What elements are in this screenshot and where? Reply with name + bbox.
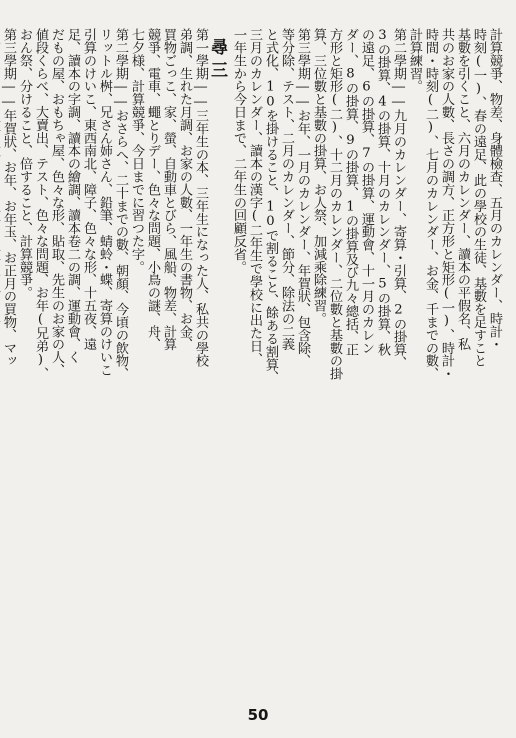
text-line: 等分除、テスト、二月のカレンダー、節分、除法の二義 xyxy=(279,28,294,351)
text-line: 競爭、電車、蠅とりデー、色々な問題、小鳥の謎、舟、 xyxy=(145,28,160,351)
page-number: 50 xyxy=(247,706,269,724)
text-line: 七夕様、計算競爭、今日までに習つた字。 xyxy=(129,28,144,274)
text-line: 引算のけいこ、東西南北、障子、色々な形、十五夜、遠 xyxy=(81,28,96,351)
text-line: の遠足、6の掛算、7の掛算、運動會、十一月のカレン xyxy=(359,28,374,355)
text-line: リットル桝、兄さん姉さん、鉛筆、蜻蛉・蝶、寄算のけいこ xyxy=(97,28,112,377)
text-line: おん祭、分けること、倍すること、計算競爭。 xyxy=(17,28,32,299)
text-line: だもの屋、おもちゃ屋、色々な形、貼取、先生のお家の人、 xyxy=(49,28,64,377)
text-line: 足、讀本の字調、讀本の繪調、讀本卷二の調、運動會、く xyxy=(65,28,80,364)
text-line: 3の掛算、4の掛算、十月のカレンダー、5の掛算、秋 xyxy=(375,28,390,356)
text-line: 共のお家の人數、長さの調方、正方形と矩形(一)、時計・ xyxy=(439,28,454,380)
text-line: 第三學期――年賀狀、お年、お年玉、お正月の買物、マッ xyxy=(1,28,16,368)
section-heading: 尋三 xyxy=(207,38,227,84)
text-line: 第二學期――おさらへ、二十までの數、朝顏、今頃の飲物、 xyxy=(113,28,128,380)
text-line: 第三學期――お年、一月のカレンダー、年賀狀、包含除、 xyxy=(295,28,310,368)
text-line: と式化、10を掛けること、10で割ること、餘ある割算、 xyxy=(263,28,278,384)
text-line: 三月のカレンダー、讀本の漢字(二年生で學校に出た日、 xyxy=(247,28,262,366)
text-line: 方形と矩形(二)、十二月のカレンダー、二位數と基數の掛 xyxy=(327,28,342,380)
text-line: 買物ごっこ、家、螢、自動車とびら、風船、物差、計算 xyxy=(161,28,176,351)
text-line: 算、三位數と基數の掛算、お人祭、加減乘除練習。 xyxy=(311,28,326,325)
text-line: 弟調、生れた月調、お家の人數、一年生の書物、お金、 xyxy=(177,28,192,351)
page-body xyxy=(1,28,502,668)
text-line: 計算練習。 xyxy=(407,28,422,93)
text-line: 一年生から今日まで、二年生の回顧反省。 xyxy=(231,28,246,274)
text-line: 第一學期――三年生の本、三年生になった人、私共の學校 xyxy=(193,28,208,368)
text-line: 時間・時刻(二)、七月のカレンダー、お金、千までの數、 xyxy=(423,28,438,380)
text-line: ダー、8の掛算、9の掛算、1の掛算及び九々總括、正 xyxy=(343,28,358,356)
text-line: 基數を引くこと、六月のカレンダー、讀本の平假名、私 xyxy=(455,28,470,351)
text-line: 計算競爭、物差、身體檢查、五月のカレンダー、時計・ xyxy=(487,28,502,351)
text-line: 時刻(一)、春の遠足、此の學校の生徒、基數を足すこと xyxy=(471,28,486,368)
text-line: 第二學期――九月のカレンダー、寄算・引算、2の掛算、 xyxy=(391,28,406,369)
text-line: 値段くらべ、大賣出、テスト、色々な問題、お年(兄弟)、 xyxy=(33,28,48,380)
